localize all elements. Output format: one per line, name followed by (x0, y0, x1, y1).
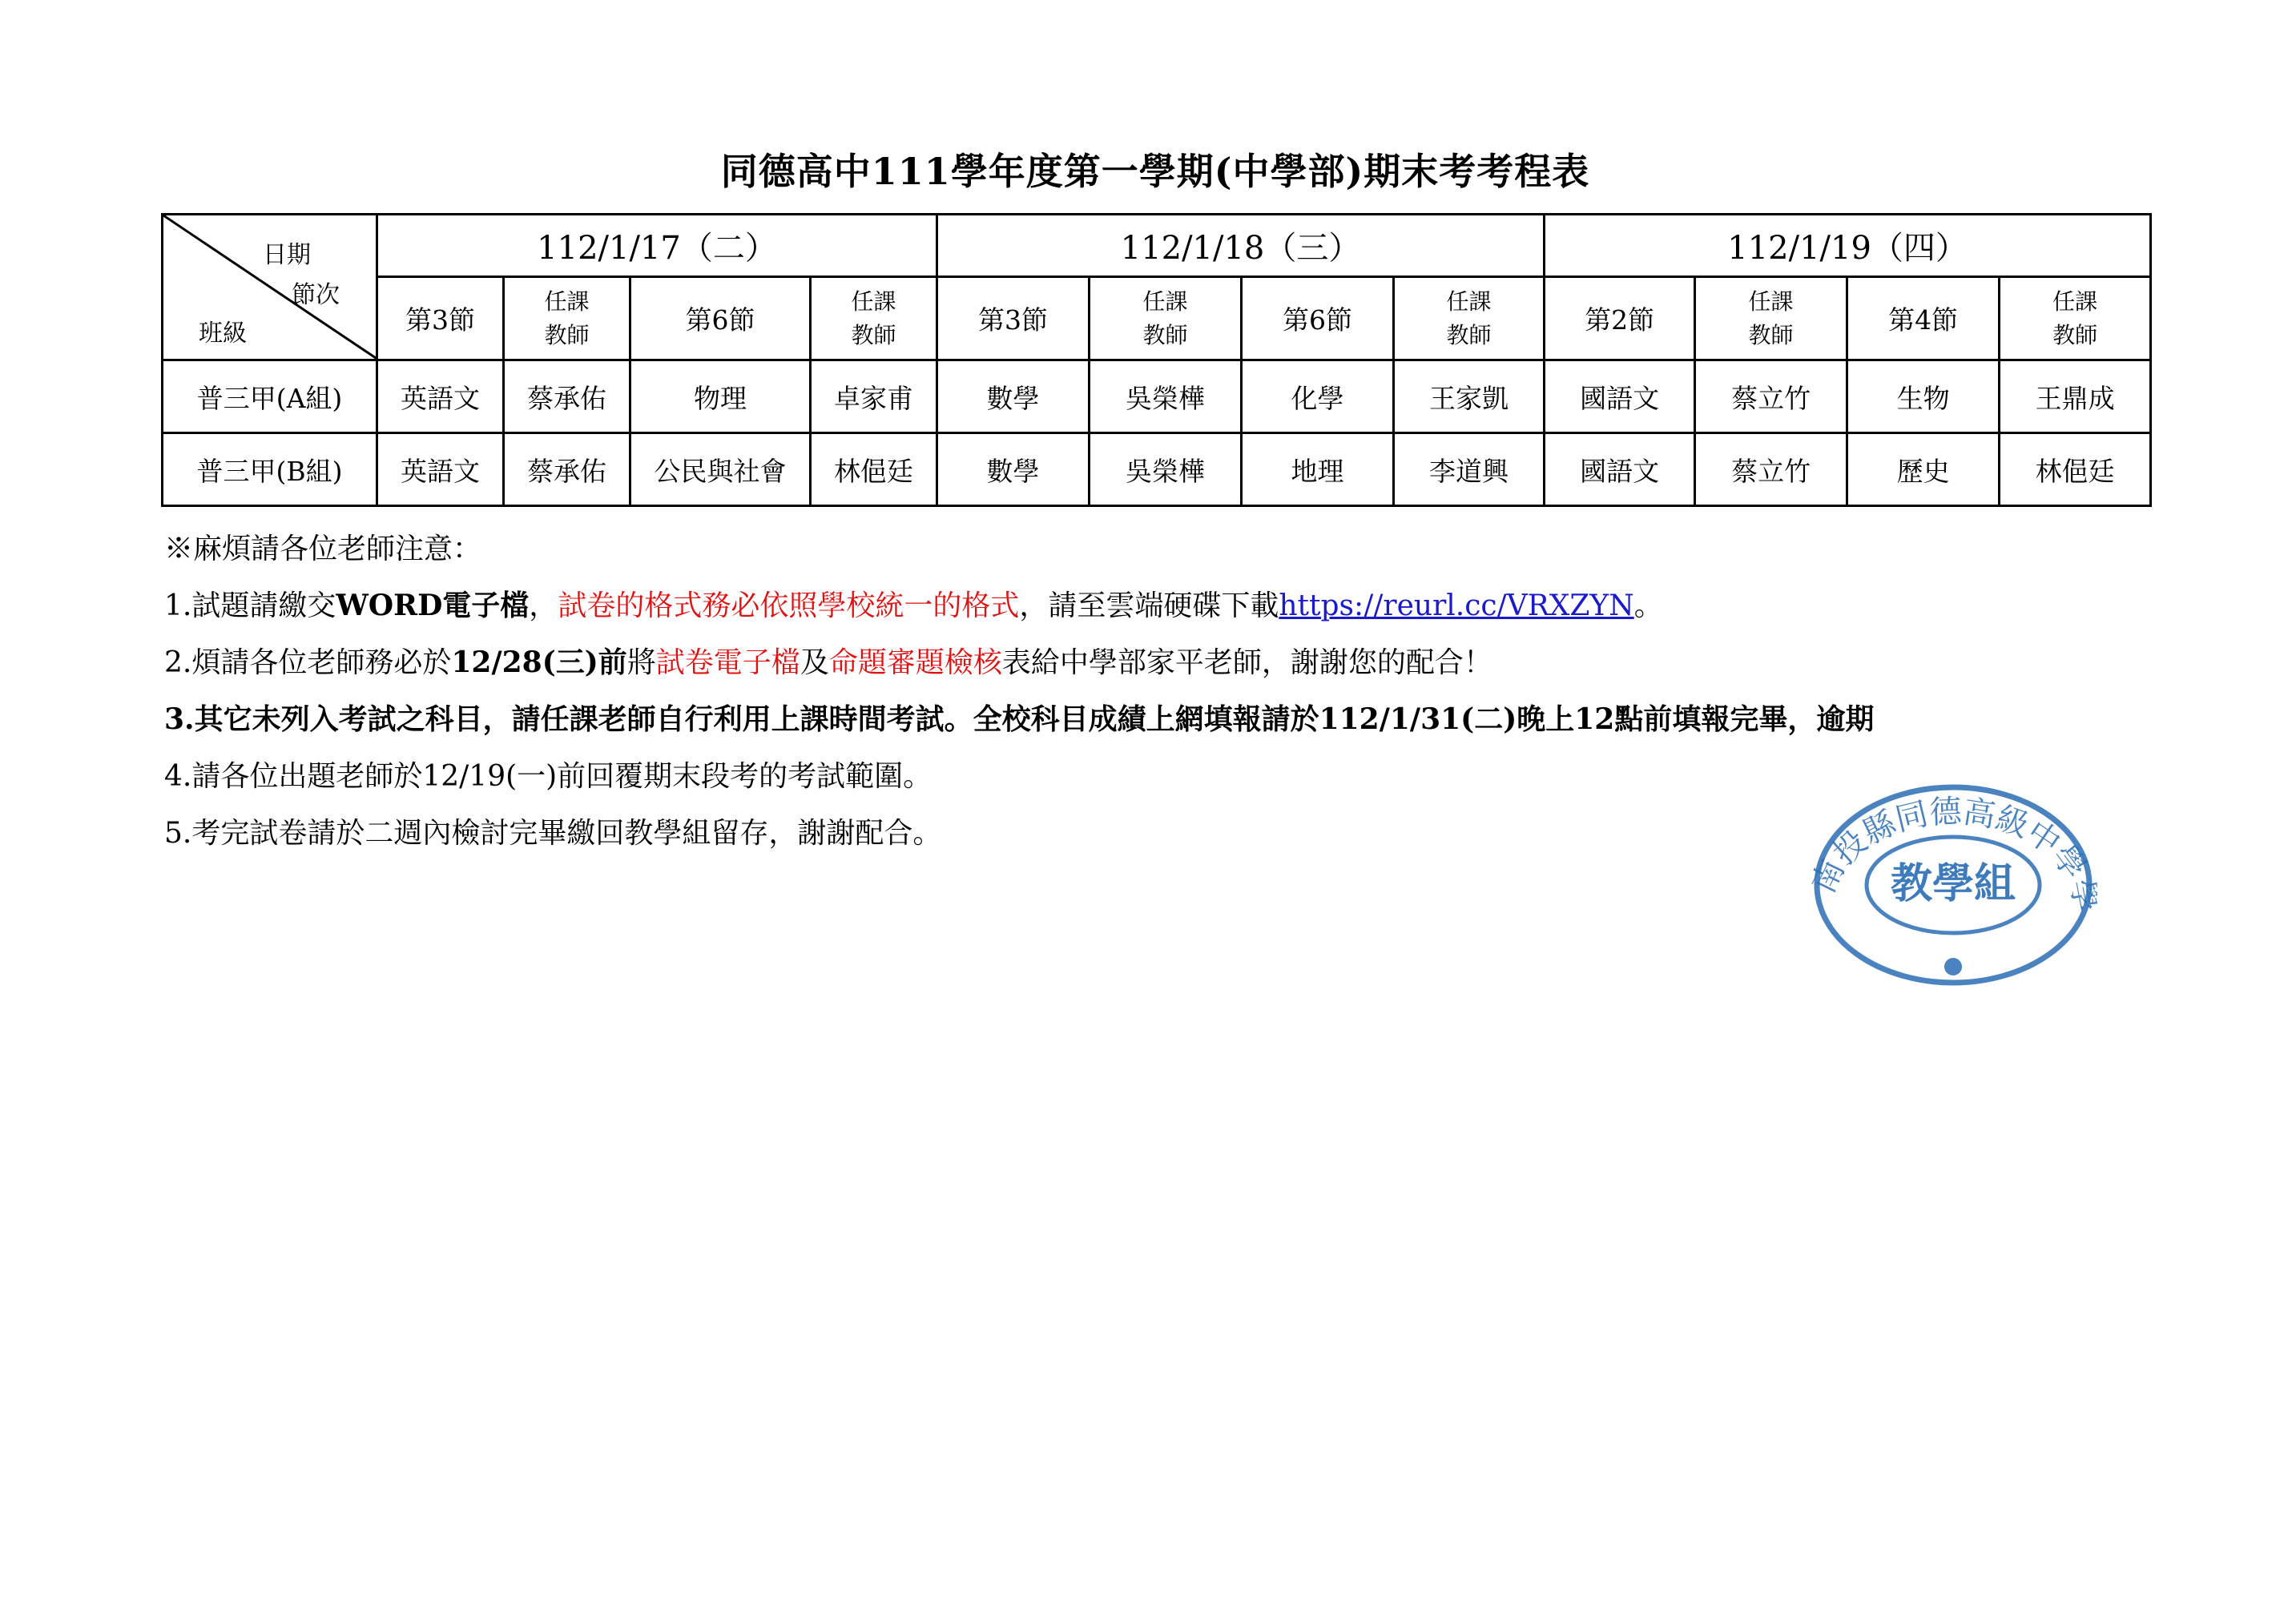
teacher-cell: 王鼎成 (2000, 360, 2151, 433)
teacher-header-text: 任課 教師 (544, 288, 590, 348)
period-cell: 第2節 (1545, 277, 1695, 360)
teacher-cell: 吳榮樺 (1090, 360, 1242, 433)
teacher-cell: 林俋廷 (2000, 433, 2151, 506)
note-1-format-warning: 試卷的格式務必依照學校統一的格式 (558, 589, 1020, 622)
date-header: 112/1/18（三） (937, 215, 1545, 277)
date-header-row (163, 215, 2151, 277)
teacher-cell: 蔡承佑 (504, 360, 630, 433)
note-2 (164, 634, 2143, 691)
note-2-review-form: 命題審題檢核 (828, 646, 1002, 679)
note-2-text-d: 表給中學部家平老師，謝謝您的配合！ (1001, 646, 1492, 679)
date-header: 112/1/19（四） (1545, 215, 2151, 277)
note-1-text: 1.試題請繳交 (164, 589, 336, 622)
teacher-header-text: 任課 教師 (851, 288, 896, 348)
teacher-header-cell (1090, 277, 1242, 360)
teacher-header-cell (1695, 277, 1847, 360)
teacher-header-text: 任課 教師 (1748, 288, 1794, 348)
period-cell: 第3節 (937, 277, 1090, 360)
note-1-word-file: WORD電子檔 (336, 589, 530, 622)
header-period-label: 節次 (292, 281, 340, 309)
teacher-cell: 王家凱 (1394, 360, 1545, 433)
seal-ring-text: 南投縣同德高級中學 (1809, 793, 2094, 899)
teacher-cell: 林俋廷 (811, 433, 937, 506)
teacher-cell: 吳榮樺 (1090, 433, 1242, 506)
teacher-cell: 蔡立竹 (1695, 360, 1847, 433)
teacher-cell: 卓家甫 (811, 360, 937, 433)
class-cell: 普三甲(A組) (163, 360, 377, 433)
teacher-cell: 蔡立竹 (1695, 433, 1847, 506)
note-4: 4.請各位出題老師於12/19(一)前回覆期末段考的考試範圍。 (164, 760, 932, 793)
header-class-label: 班級 (199, 320, 247, 348)
header-date-label: 日期 (263, 241, 311, 269)
subject-cell: 生物 (1847, 360, 2000, 433)
note-2-text-c: 及 (800, 646, 829, 679)
period-cell: 第4節 (1847, 277, 2000, 360)
note-2-exam-file: 試卷電子檔 (655, 646, 800, 679)
note-3: 3.其它未列入考試之科目，請任課老師自行利用上課時間考試。全校科目成績上網填報請於112/1/31(二)晚上12點前填報完畢，逾期 (164, 702, 1875, 736)
teacher-cell: 李道興 (1394, 433, 1545, 506)
period-header-row (163, 277, 2151, 360)
note-2-text-b: 將 (626, 646, 656, 679)
subject-cell: 化學 (1242, 360, 1394, 433)
exam-schedule-table (161, 213, 2152, 507)
period-cell: 第3節 (377, 277, 504, 360)
note-1-end: 。 (1633, 589, 1663, 622)
teacher-header-cell (2000, 277, 2151, 360)
subject-cell: 歷史 (1847, 433, 2000, 506)
teacher-header-cell (504, 277, 630, 360)
teacher-header-text: 任課 教師 (1142, 288, 1188, 348)
table-row (163, 360, 2151, 433)
subject-cell: 國語文 (1545, 360, 1695, 433)
note-5: 5.考完試卷請於二週內檢討完畢繳回教學組留存，謝謝配合。 (164, 817, 942, 850)
period-cell: 第6節 (1242, 277, 1394, 360)
note-2-text: 2.煩請各位老師務必於 (164, 646, 452, 679)
subject-cell: 國語文 (1545, 433, 1695, 506)
seal-icon (1809, 781, 2097, 989)
teacher-header-text: 任課 教師 (1446, 288, 1492, 348)
teacher-cell: 蔡承佑 (504, 433, 630, 506)
note-1-comma: ， (529, 589, 558, 622)
period-cell: 第6節 (630, 277, 811, 360)
subject-cell: 數學 (937, 360, 1090, 433)
seal-center-text: 教學組 (1890, 859, 2016, 908)
subject-cell: 數學 (937, 433, 1090, 506)
teacher-header-text: 任課 教師 (2052, 288, 2098, 348)
subject-cell: 公民與社會 (630, 433, 811, 506)
subject-cell: 英語文 (377, 433, 504, 506)
class-cell: 普三甲(B組) (163, 433, 377, 506)
subject-cell: 地理 (1242, 433, 1394, 506)
subject-cell: 英語文 (377, 360, 504, 433)
notes-heading: ※麻煩請各位老師注意： (164, 533, 482, 565)
note-1 (164, 577, 2143, 634)
teacher-header-cell (1394, 277, 1545, 360)
diagonal-header-cell (163, 215, 377, 360)
subject-cell: 物理 (630, 360, 811, 433)
note-2-deadline: 12/28(三)前 (451, 646, 627, 679)
date-header: 112/1/17（二） (377, 215, 937, 277)
teacher-header-cell (811, 277, 937, 360)
table-row (163, 433, 2151, 506)
download-link[interactable]: https://reurl.cc/VRXZYN (1279, 589, 1634, 622)
school-seal-stamp (1809, 781, 2097, 992)
note-1-download-text: ，請至雲端硬碟下載 (1019, 589, 1279, 622)
page-title: 同德高中111學年度第一學期(中學部)期末考考程表 (720, 150, 1590, 193)
